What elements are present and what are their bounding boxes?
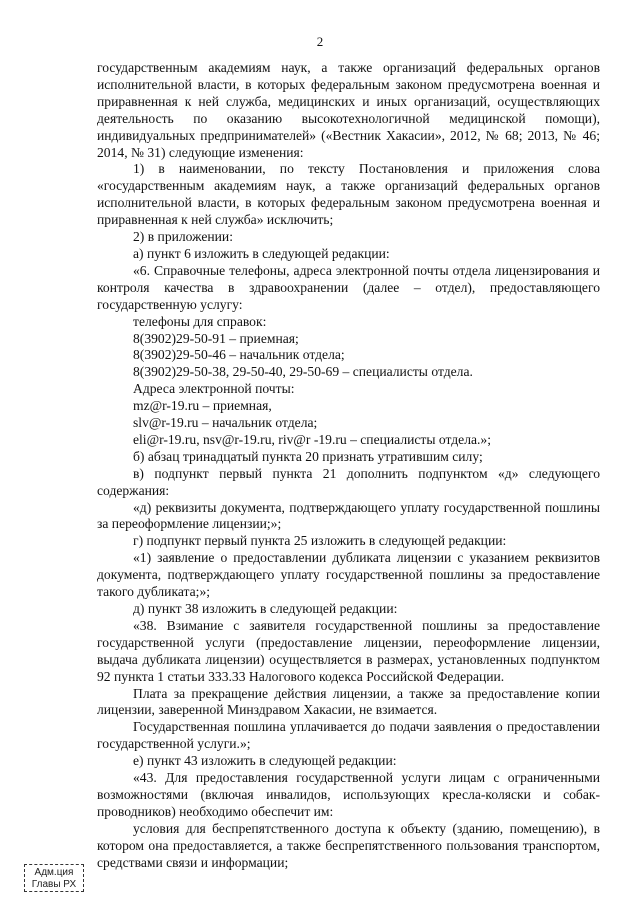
paragraph: г) подпункт первый пункта 25 изложить в следующей редакции: xyxy=(133,533,507,549)
paragraph: 1) в наименовании, по тексту Постановления и приложения слова «государственным академиям наук, а также организаций федеральных органов исполнительной власти, в которых федеральным законом предусмотрена военная и приравненная к ней служба» исключить; xyxy=(97,161,600,228)
paragraph: «1) заявление о предоставлении дубликата лицензии с указанием реквизитов документа, подтверждающего уплату государственной пошлины за предоставление такого дубликата;»; xyxy=(97,550,600,600)
paragraph: «38. Взимание с заявителя государственной пошлины за предоставление государственной услуги (предоставление лицензии, переоформление лицензии, выдача дубликата лицензии) осуществляется в размерах, установленных подпунктом 92 пункта 1 статьи 333.33 Налогового кодекса Российской Федерации. xyxy=(97,617,600,684)
paragraph: 8(3902)29-50-46 – начальник отдела; xyxy=(133,347,345,363)
stamp-line: Главы РХ xyxy=(31,879,77,890)
paragraph: «43. Для предоставления государственной услуги лицам с ограниченными возможностями (включая инвалидов, использующих кресла-коляски и собак-проводников) необходимо обеспечит им: xyxy=(97,770,600,819)
paragraph: mz@r-19.ru – приемная, xyxy=(133,398,272,414)
registration-stamp xyxy=(24,864,84,892)
document-body xyxy=(97,60,600,872)
stamp-line: Адм.ция xyxy=(34,867,74,878)
paragraph: Плата за прекращение действия лицензии, а также за предоставление копии лицензии, заверенной Минздравом Хакасии, не взимается. xyxy=(97,685,600,718)
paragraph: государственным академиям наук, а также организаций федеральных органов исполнительной власти, в которых федеральным законом предусмотрена военная и приравненная к ней служба, медицинских и иных организаций, осуществляющих деятельность по оказанию высокотехнологичной медицинской помощи), индивидуальных предпринимателей» («Вестник Хакасии», 2012, № 68; 2013, № 46; 2014, № 31) следующие изменения: xyxy=(97,60,600,160)
paragraph: условия для беспрепятственного доступа к объекту (зданию, помещению), в котором она предоставляется, а также беспрепятственного пользования транспортом, средствами связи и информации; xyxy=(97,820,600,870)
paragraph: Государственная пошлина уплачивается до подачи заявления о предоставлении государственной услуги.»; xyxy=(97,719,600,752)
paragraph: «д) реквизиты документа, подтверждающего уплату государственной пошлины за переоформление лицензии;»; xyxy=(97,499,600,532)
paragraph: 8(3902)29-50-91 – приемная; xyxy=(133,330,299,346)
paragraph: а) пункт 6 изложить в следующей редакции: xyxy=(133,245,390,261)
paragraph: eli@r-19.ru, nsv@r-19.ru, riv@r -19.ru – специалисты отдела.»; xyxy=(133,431,492,447)
page-number: 2 xyxy=(316,34,324,49)
paragraph: 2) в приложении: xyxy=(133,229,233,245)
paragraph: в) подпункт первый пункта 21 дополнить подпунктом «д» следующего содержания: xyxy=(97,465,600,498)
paragraph: slv@r-19.ru – начальник отдела; xyxy=(133,415,318,431)
paragraph: д) пункт 38 изложить в следующей редакции: xyxy=(133,601,398,616)
paragraph: б) абзац тринадцатый пункта 20 признать утратившим силу; xyxy=(133,448,483,464)
paragraph: телефоны для справок: xyxy=(133,313,267,329)
paragraph: «6. Справочные телефоны, адреса электронной почты отдела лицензирования и контроля качества в здравоохранении (далее – отдел), предоставляющего государственную услугу: xyxy=(97,262,600,312)
paragraph: е) пункт 43 изложить в следующей редакции: xyxy=(133,753,397,769)
paragraph: Адреса электронной почты: xyxy=(133,381,295,397)
paragraph: 8(3902)29-50-38, 29-50-40, 29-50-69 – специалисты отдела. xyxy=(133,364,473,380)
